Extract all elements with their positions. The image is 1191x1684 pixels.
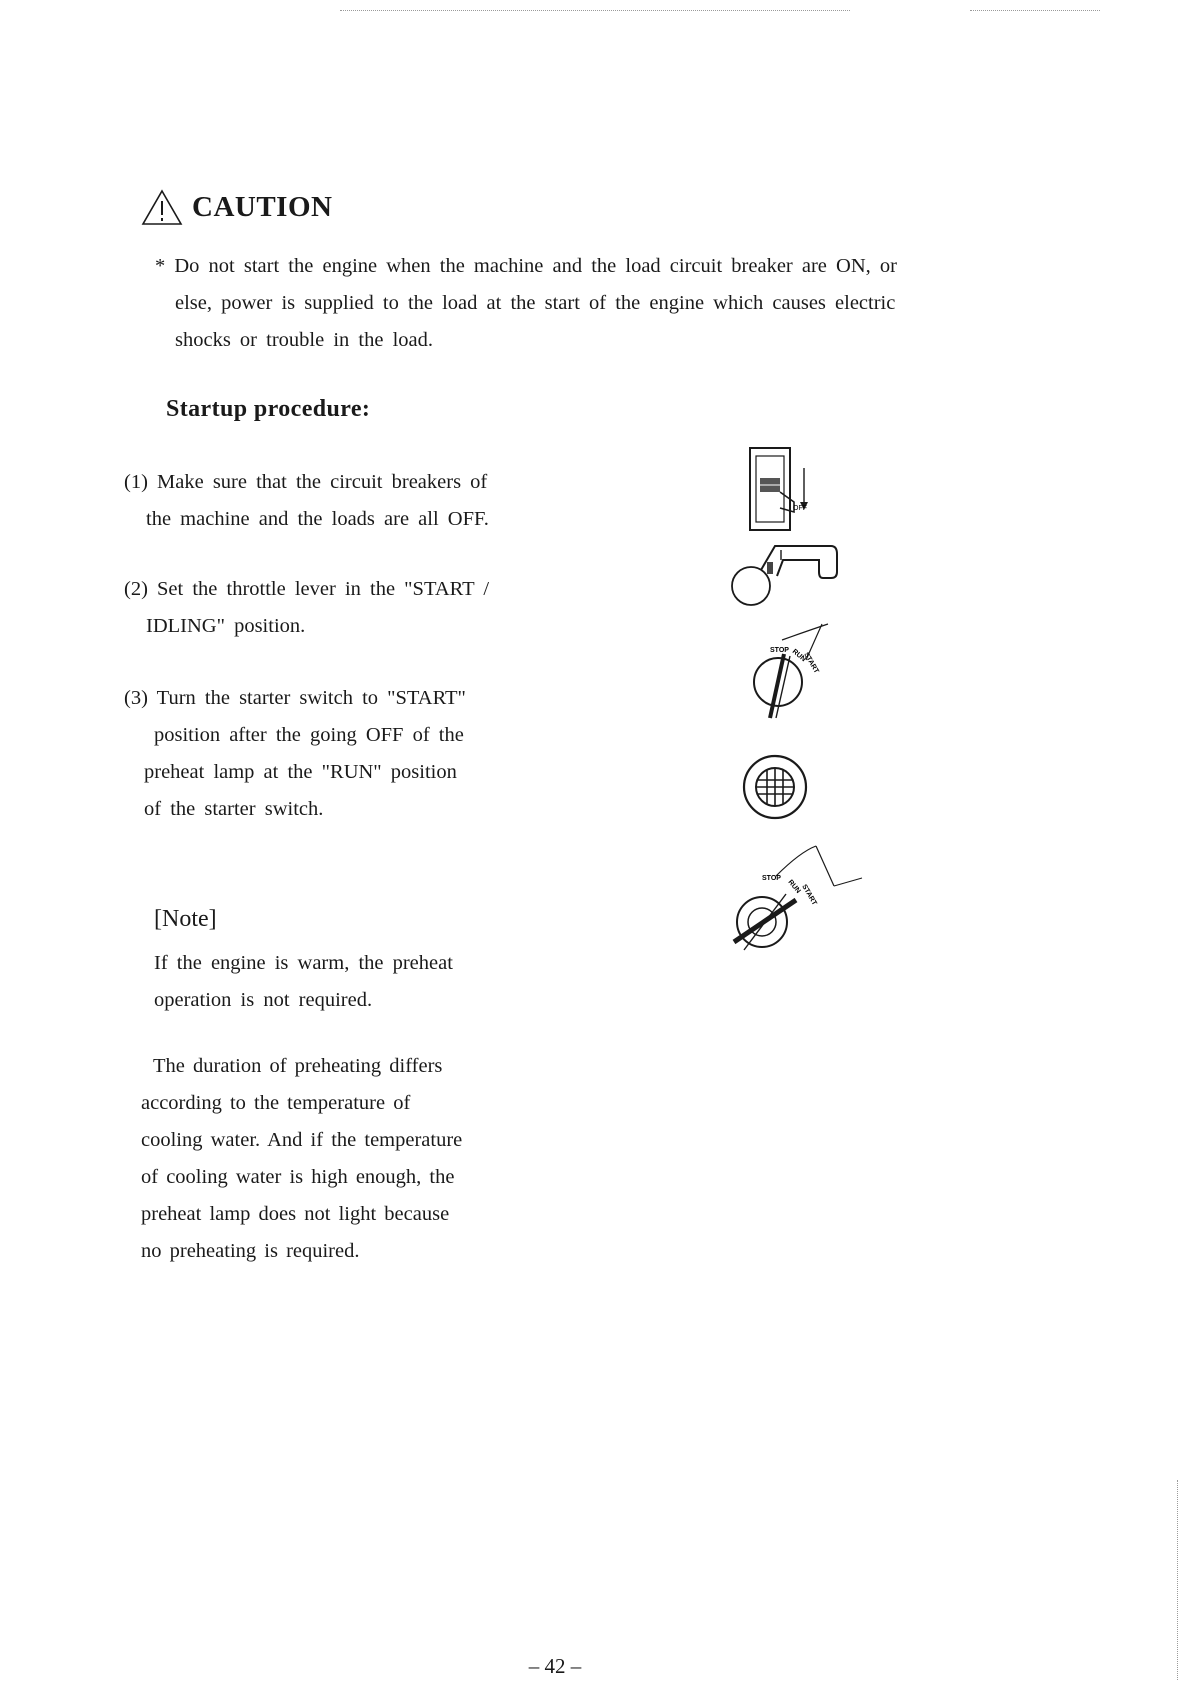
note-line: If the engine is warm, the preheat xyxy=(154,952,453,974)
scan-edge-dots xyxy=(1177,1480,1178,1680)
caution-line: shocks or trouble in the load. xyxy=(175,329,433,351)
note-line: of cooling water is high enough, the xyxy=(141,1166,455,1188)
page-number: – 42 – xyxy=(528,1654,582,1678)
step-line: position after the going OFF of the xyxy=(154,724,464,746)
preheat-lamp-icon xyxy=(740,752,810,822)
note-line: The duration of preheating differs xyxy=(153,1055,443,1077)
switch2-run-label: RUN xyxy=(786,878,802,895)
note-paragraph xyxy=(141,1048,462,1270)
section-title: Startup procedure: xyxy=(166,396,371,422)
note-line: preheat lamp does not light because xyxy=(141,1203,450,1225)
step-line: IDLING" position. xyxy=(146,615,306,637)
note-line: operation is not required. xyxy=(154,989,373,1011)
note-text xyxy=(154,945,453,1019)
step-2 xyxy=(124,571,584,645)
note-line: according to the temperature of xyxy=(141,1092,411,1114)
switch-start-label: START xyxy=(802,651,820,675)
caution-header xyxy=(140,188,332,226)
step-line: of the starter switch. xyxy=(144,798,324,820)
starter-switch-start-icon xyxy=(730,842,870,962)
step-line: (3) Turn the starter switch to "START" xyxy=(124,687,466,709)
starter-switch-run-icon xyxy=(740,620,840,725)
step-3 xyxy=(124,680,584,828)
step-1 xyxy=(124,464,584,538)
circuit-breaker-off-icon xyxy=(748,446,838,532)
note-title: [Note] xyxy=(154,906,217,932)
switch-stop-label: STOP xyxy=(770,647,789,654)
step-line: (1) Make sure that the circuit breakers of xyxy=(124,471,488,493)
switch2-start-label: START xyxy=(800,883,818,907)
note-line: no preheating is required. xyxy=(141,1240,360,1262)
step-line: preheat lamp at the "RUN" position xyxy=(144,761,457,783)
step-line: (2) Set the throttle lever in the "START / xyxy=(124,578,490,600)
scan-edge-dots xyxy=(970,10,1100,11)
caution-line: * Do not start the engine when the machine and the load circuit breaker are ON, or xyxy=(155,255,897,277)
switch-run-label: RUN xyxy=(790,648,807,664)
breaker-off-label: OFF xyxy=(793,505,807,512)
note-line: cooling water. And if the temperature xyxy=(141,1129,463,1151)
caution-title: CAUTION xyxy=(192,190,333,223)
switch2-stop-label: STOP xyxy=(762,875,781,882)
warning-triangle-icon xyxy=(140,188,184,226)
scan-edge-dots xyxy=(340,10,850,11)
step-line: the machine and the loads are all OFF. xyxy=(146,508,489,530)
caution-text xyxy=(155,248,990,359)
caution-line: else, power is supplied to the load at the start of the engine which causes electric xyxy=(175,292,896,314)
throttle-lever-icon xyxy=(731,540,846,608)
